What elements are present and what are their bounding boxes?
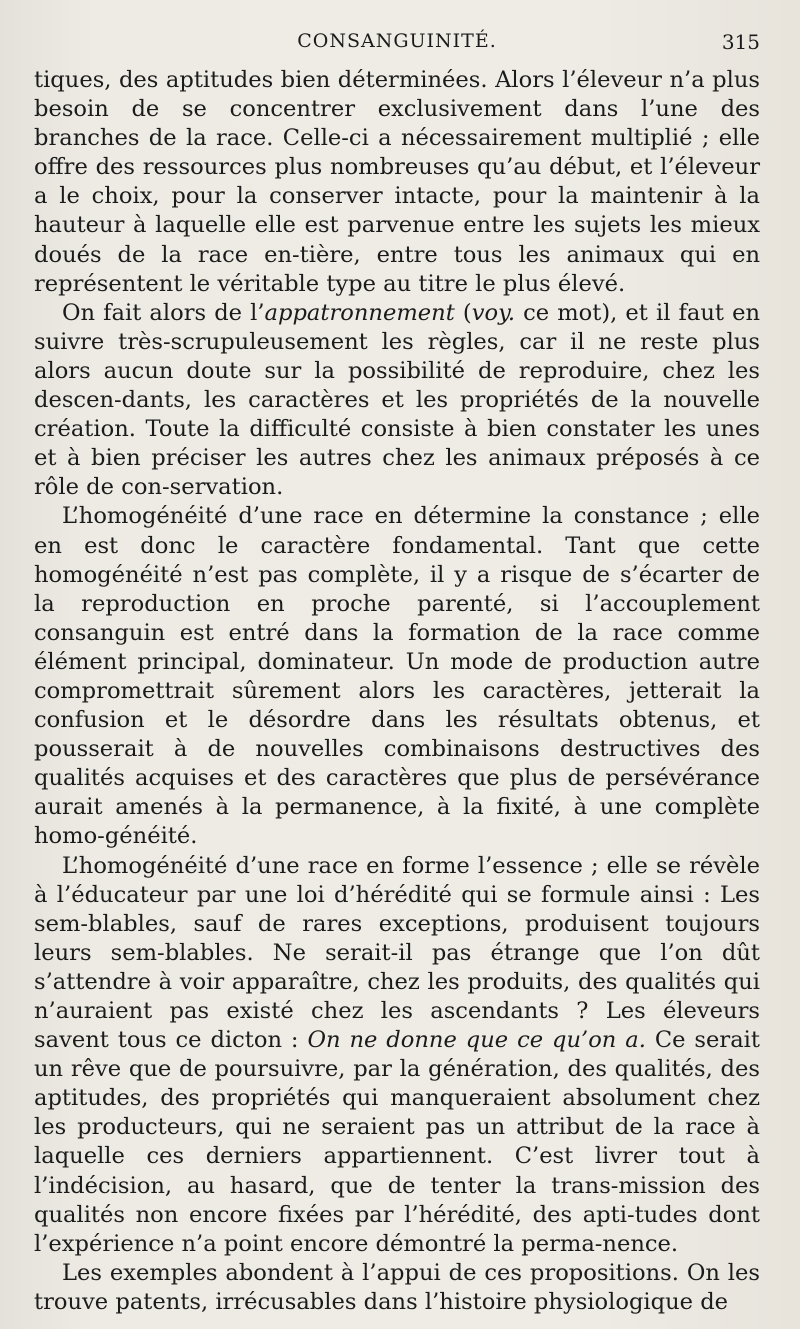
paragraph-4-text-end: Ce serait un rêve que de poursuivre, par la génération, des qualités, des aptitudes, des propriétés qui manqueraient absolument chez les producteurs, qui ne seraient pas un attribut de la race à laquelle ces derniers appartiennent. C’est livrer tout à l’indécision, au hasard, que de tenter la trans-mission des qualités non encore fixées par l’hérédité, des apti-tudes dont l’expérience n’a point encore démontré la perma-nence. <box>34 1027 760 1257</box>
paragraph-2-text-start: On fait alors de l’ <box>62 299 265 326</box>
paragraph-2 <box>34 299 760 503</box>
paragraph-4-dicton: On ne donne que ce qu’on a. <box>307 1027 646 1054</box>
paragraph-1: tiques, des aptitudes bien déterminées. Alors l’éleveur n’a plus besoin de se concentrer exclusivement dans l’une des branches de la race. Celle-ci a nécessairement multiplié ; elle offre des ressources plus nombreuses qu’au début, et l’éleveur a le choix, pour la conserver intacte, pour la maintenir à la hauteur à laquelle elle est parvenue entre les sujets les mieux doués de la race en-tière, entre tous les animaux qui en représentent le véritable type au titre le plus élevé. <box>34 67 760 297</box>
paragraph-4 <box>34 852 760 1259</box>
paragraph-5: Les exemples abondent à l’appui de ces propositions. On les trouve patents, irrécusables dans l’histoire physiologique de <box>34 1259 760 1315</box>
body-text <box>34 66 760 1317</box>
paragraph-2-term-appatronnement: appatronnement <box>264 299 455 326</box>
running-head: CONSANGUINITÉ. <box>297 30 497 52</box>
paragraph-2-text-end: ce mot), et il faut en suivre très-scrupuleusement les règles, car il ne reste plus alors aucun doute sur la possibilité de reproduire, chez les descen-dants, les caractères et les propriétés de la nouvelle création. Toute la difficulté consiste à bien constater les unes et à bien préciser les autres chez les animaux préposés à ce rôle de con-servation. <box>34 299 760 501</box>
paragraph-3: L’homogénéité d’une race en détermine la constance ; elle en est donc le caractère fondamental. Tant que cette homogénéité n’est pas complète, il y a risque de s’écarter de la reproduction en proche parenté, si l’accouplement consanguin est entré dans la formation de la race comme élément principal, dominateur. Un mode de production autre compromettrait sûrement alors les caractères, jetterait la confusion et le désordre dans les résultats obtenus, et pousserait à de nouvelles combinaisons destructives des qualités acquises et des caractères que plus de persévérance aurait amenés à la permanence, à la fixité, à une complète homo-généité. <box>34 503 760 850</box>
paragraph-2-voy: voy. <box>471 299 516 326</box>
page-number: 315 <box>721 30 760 54</box>
paragraph-4-text-start: L’homogénéité d’une race en forme l’essence ; elle se révèle à l’éducateur par une loi d’hérédité qui se formule ainsi : Les sem-blables, sauf de rares exceptions, produisent toujours leurs sem-blables. Ne serait-il pas étrange que l’on dût s’attendre à voir apparaître, chez les produits, des qualités qui n’auraient pas existé chez les ascendants ? Les éleveurs savent tous ce dicton : <box>34 852 760 1054</box>
paragraph-2-text-middle: ( <box>454 299 472 326</box>
page-header <box>34 26 760 66</box>
